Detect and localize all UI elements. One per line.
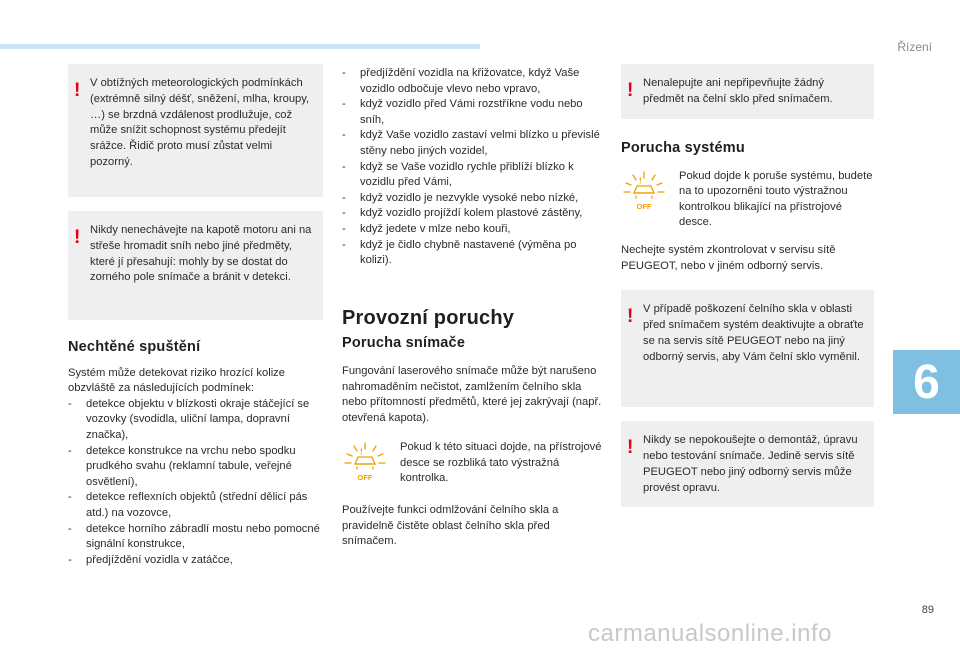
list-item: - detekce reflexních objektů (střední dělicí pás atd.) na vozovce, bbox=[68, 490, 323, 521]
warning-box bbox=[68, 64, 323, 197]
section-heading: Nechtěné spuštění bbox=[68, 339, 201, 355]
condition-list bbox=[68, 397, 323, 569]
warning-icon: ! bbox=[74, 80, 81, 101]
brake-off-lamp-icon bbox=[621, 169, 667, 213]
warning-lamp-row bbox=[342, 440, 607, 487]
list-item: - detekce konstrukce na vrchu nebo spodku prudkého svahu (reklamní tabule, veřejné osvětlení), bbox=[68, 444, 323, 491]
list-item: - předjíždění vozidla na křižovatce, když Vaše vozidlo odbočuje vlevo nebo vpravo, bbox=[342, 66, 607, 97]
top-accent-bar bbox=[0, 44, 480, 49]
list-item: - když se Vaše vozidlo rychle přiblíží blízko k vozidlu před Vámi, bbox=[342, 160, 607, 191]
section-heading: Porucha snímače bbox=[342, 335, 466, 352]
warning-text: Nenalepujte ani nepřipevňujte žádný předmět na čelní sklo před snímačem. bbox=[643, 77, 833, 105]
warning-icon: ! bbox=[627, 306, 634, 328]
list-item: - když vozidlo projíždí kolem plastové zástěny, bbox=[342, 206, 607, 222]
warning-text: V obtížných meteorologických podmínkách (extrémně silný déšť, sněžení, mlha, kroupy, …) se brzdná vzdálenost prodlužuje, což může snížit schopnost systému předejít srážce. Řidič proto musí zůstat velmi pozorný. bbox=[90, 77, 310, 168]
section-title: Řízení bbox=[897, 40, 932, 54]
warning-box bbox=[621, 421, 874, 507]
list-item: - detekce horního zábradlí mostu nebo pomocné signální konstrukce, bbox=[68, 522, 323, 553]
body-text: Systém může detekovat riziko hrozící kolize obzvláště za následujících podmínek: bbox=[68, 366, 285, 395]
condition-list bbox=[342, 66, 607, 269]
lamp-description: Pokud dojde k poruše systému, budete na to upozorněni touto výstražnou kontrolkou blikající na přístrojové desce. bbox=[679, 169, 873, 229]
body-text: Fungování laserového snímače může být narušeno nahromaděním nečistot, zamlžením čelního skla nebo přítomností předmětů, které jej zakrývají (např. otevřená kapota). bbox=[342, 364, 602, 424]
warning-box bbox=[621, 64, 874, 119]
svg-text:!: ! bbox=[639, 176, 642, 186]
warning-text: Nikdy se nepokoušejte o demontáž, úpravu nebo testování snímače. Jedině servis sítě PEUGEOT nebo jiný odborný servis může provést opravu. bbox=[643, 434, 858, 494]
column-2 bbox=[342, 66, 607, 550]
lamp-off-label: OFF bbox=[636, 201, 652, 211]
warning-text: V případě poškození čelního skla v oblasti před snímačem systém deaktivujte a obraťte se na servis sítě PEUGEOT nebo na jiný odborný servis, aby Vám čelní sklo vyměnil. bbox=[643, 303, 864, 363]
list-item: - když Vaše vozidlo zastaví velmi blízko u převislé stěny nebo jiných vozidel, bbox=[342, 128, 607, 159]
warning-box bbox=[68, 211, 323, 320]
warning-icon: ! bbox=[74, 227, 81, 248]
lamp-off-label: OFF bbox=[357, 473, 373, 483]
warning-text: Nikdy nenechávejte na kapotě motoru ani na střeše hromadit sníh nebo jiné předměty, které jí přesahují: mohly by se dostat do zorného pole snímače a bránit v detekci. bbox=[90, 224, 312, 284]
list-item: - detekce objektu v blízkosti okraje stáčející se vozovky (svodidla, uliční lampa, dopravní značka), bbox=[68, 397, 323, 444]
list-item: - když je čidlo chybně nastavené (výměna po kolizi). bbox=[342, 238, 607, 269]
chapter-tab: 6 bbox=[893, 350, 960, 414]
list-item: - předjíždění vozidla v zatáčce, bbox=[68, 553, 323, 569]
warning-icon: ! bbox=[627, 80, 634, 101]
section-heading: Porucha systému bbox=[621, 140, 745, 156]
page-number: 89 bbox=[921, 604, 934, 616]
list-item: - když vozidlo je nezvykle vysoké nebo nízké, bbox=[342, 191, 607, 207]
column-1 bbox=[68, 64, 323, 568]
list-item: - když jedete v mlze nebo kouři, bbox=[342, 222, 607, 238]
chapter-heading: Provozní poruchy bbox=[342, 306, 515, 329]
column-3 bbox=[621, 64, 874, 521]
warning-box bbox=[621, 290, 874, 407]
svg-text:!: ! bbox=[360, 447, 363, 457]
body-text: Používejte funkci odmlžování čelního skla a pravidelně čistěte oblast čelního skla před snímačem. bbox=[342, 504, 559, 548]
brake-off-lamp-icon bbox=[342, 440, 388, 484]
warning-lamp-row bbox=[621, 169, 874, 231]
list-item: - když vozidlo před Vámi rozstříkne vodu nebo sníh, bbox=[342, 97, 607, 128]
body-text: Nechejte systém zkontrolovat v servisu sítě PEUGEOT, nebo v jiném odborný servis. bbox=[621, 243, 836, 272]
warning-icon: ! bbox=[627, 437, 634, 459]
lamp-description: Pokud k této situaci dojde, na přístrojové desce se rozbliká tato výstražná kontrolka. bbox=[400, 441, 602, 485]
watermark: carmanualsonline.info bbox=[588, 620, 832, 647]
